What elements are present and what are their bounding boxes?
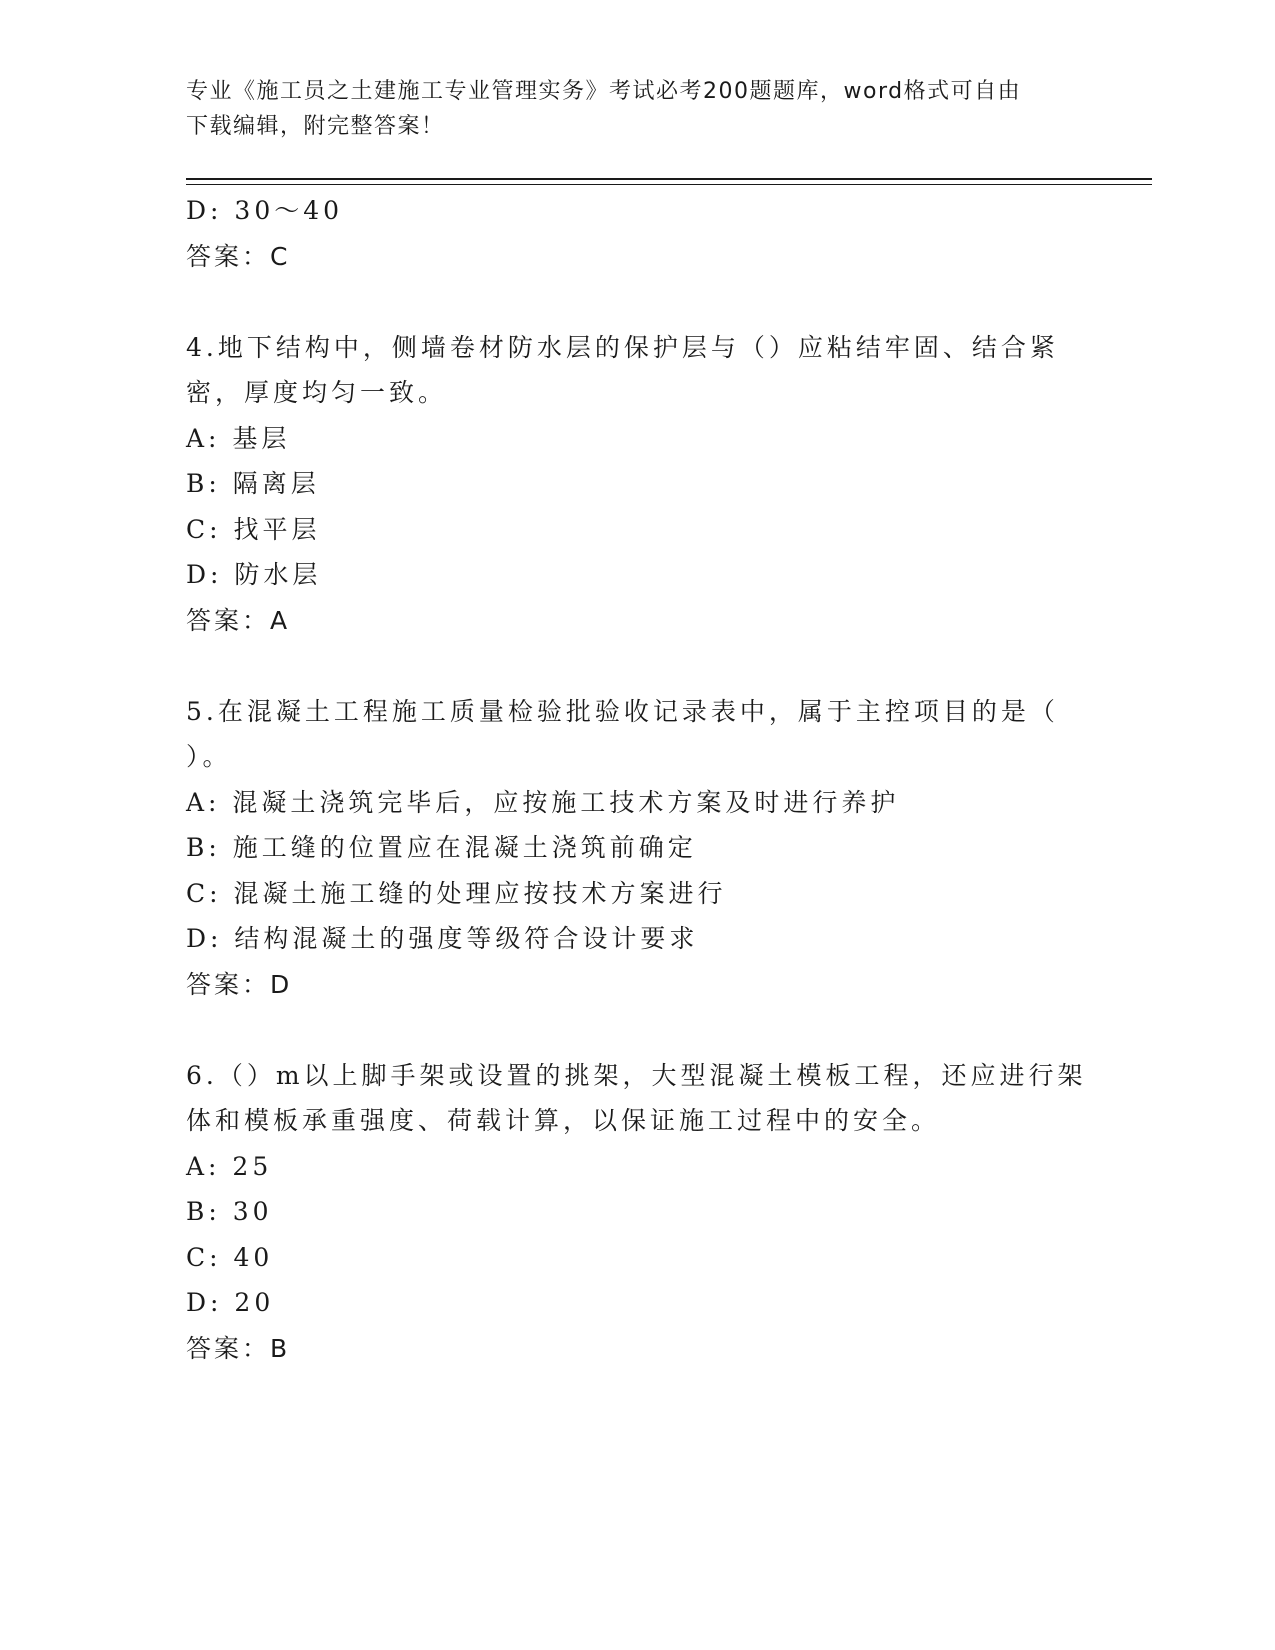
option-a: A: 基层: [186, 423, 291, 453]
document-header: [186, 74, 1066, 144]
option-b: B: 30: [186, 1197, 273, 1226]
answer-line: 答案：B: [186, 1333, 291, 1363]
header-title-line-1: 专业《施工员之土建施工专业管理实务》考试必考200题题库，word格式可自由: [186, 79, 1022, 104]
option-d: D: 20: [186, 1288, 275, 1317]
question-stem-line-1: 5.在混凝土工程施工质量检验批验收记录表中，属于主控项目的是（: [186, 696, 1059, 726]
answer-line: 答案：D: [186, 969, 293, 999]
option-d: D: 结构混凝土的强度等级符合设计要求: [186, 924, 699, 953]
option-c: C: 找平层: [186, 514, 321, 544]
question-content: [186, 188, 1086, 1371]
question-5: [186, 689, 1086, 1008]
header-title-line-2: 下载编辑，附完整答案！: [186, 114, 445, 139]
question-stem-line-2: ）。: [186, 742, 232, 771]
question-stem-line-2: 体和模板承重强度、荷载计算，以保证施工过程中的安全。: [186, 1106, 941, 1135]
question-stem-line-1: 6.（）m以上脚手架或设置的挑架，大型混凝土模板工程，还应进行架: [186, 1060, 1087, 1090]
question-stem-line-2: 密，厚度均匀一致。: [186, 378, 448, 407]
option-b: B: 施工缝的位置应在混凝土浇筑前确定: [186, 833, 697, 862]
spacer: [186, 279, 1086, 325]
question-4: [186, 325, 1086, 644]
question-carryover: [186, 188, 1086, 279]
option-d: D: 30～40: [186, 196, 344, 225]
option-a: A: 混凝土浇筑完毕后，应按施工技术方案及时进行养护: [186, 787, 900, 817]
header-divider-thick: [186, 178, 1152, 180]
header-divider-thin: [186, 184, 1152, 185]
option-c: C: 混凝土施工缝的处理应按技术方案进行: [186, 878, 727, 908]
answer-line: 答案：C: [186, 241, 291, 271]
option-b: B: 隔离层: [186, 469, 320, 498]
option-c: C: 40: [186, 1242, 274, 1272]
question-stem-line-1: 4.地下结构中，侧墙卷材防水层的保护层与（）应粘结牢固、结合紧: [186, 332, 1059, 362]
option-a: A: 25: [186, 1151, 273, 1181]
spacer: [186, 643, 1086, 689]
spacer: [186, 1007, 1086, 1053]
option-d: D: 防水层: [186, 560, 322, 589]
question-6: [186, 1053, 1086, 1372]
answer-line: 答案：A: [186, 605, 291, 635]
